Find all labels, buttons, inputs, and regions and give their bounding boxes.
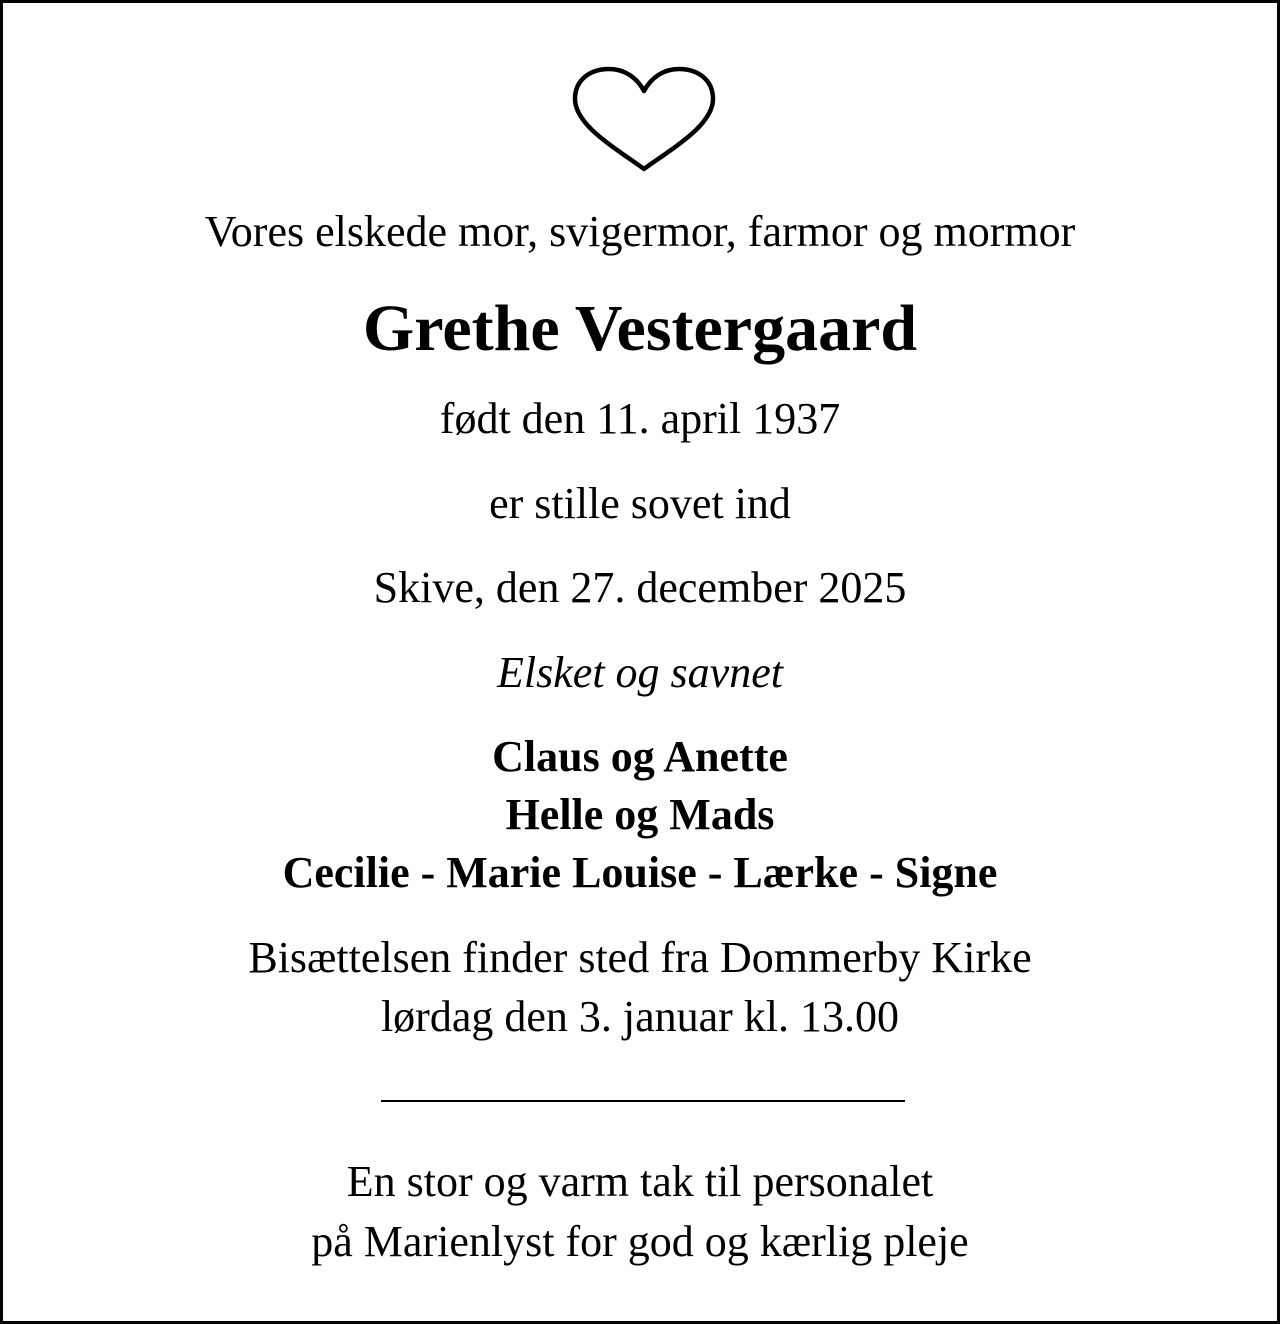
ceremony-line: Bisættelsen finder sted fra Dommerby Kirke bbox=[248, 933, 1032, 982]
family-line: Cecilie - Marie Louise - Lærke - Signe bbox=[282, 848, 998, 897]
passed-text: er stille sovet ind bbox=[489, 479, 791, 528]
family-line: Claus og Anette bbox=[492, 732, 788, 781]
heart-outline-icon bbox=[571, 65, 717, 173]
ceremony-line: lørdag den 3. januar kl. 13.00 bbox=[380, 992, 900, 1041]
thanks-line: En stor og varm tak til personalet bbox=[346, 1157, 934, 1206]
intro-text: Vores elskede mor, svigermor, farmor og mormor bbox=[204, 207, 1076, 256]
birth-date: født den 11. april 1937 bbox=[439, 394, 841, 443]
place-and-date: Skive, den 27. december 2025 bbox=[373, 563, 907, 612]
divider bbox=[381, 1100, 905, 1102]
thanks-line: på Marienlyst for god og kærlig pleje bbox=[311, 1217, 969, 1266]
deceased-name: Grethe Vestergaard bbox=[362, 292, 918, 365]
tagline: Elsket og savnet bbox=[497, 648, 783, 697]
family-line: Helle og Mads bbox=[505, 790, 775, 839]
